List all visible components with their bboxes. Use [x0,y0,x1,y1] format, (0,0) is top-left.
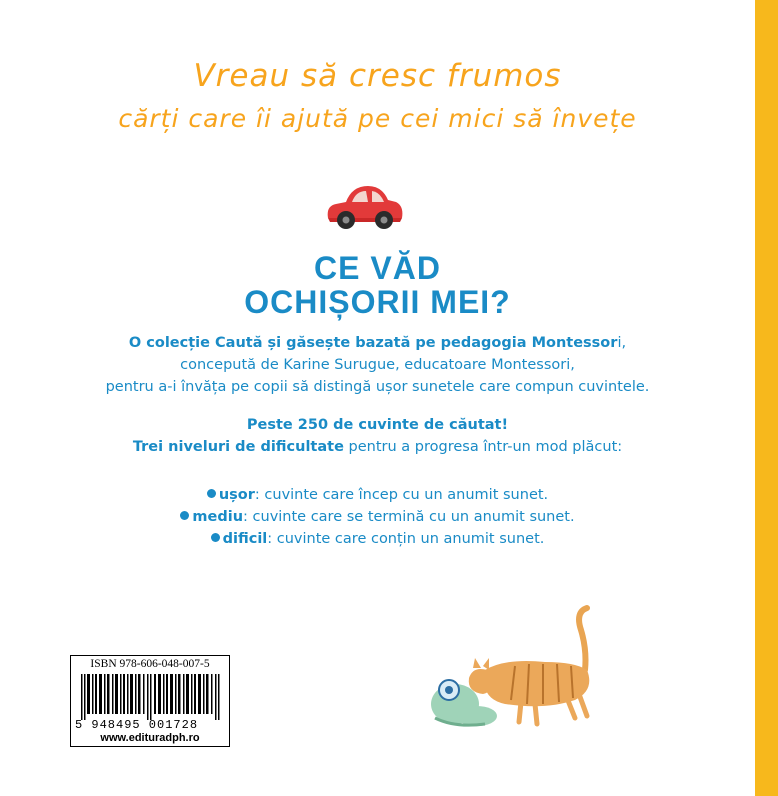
level-name: ușor [218,487,255,503]
words-count: Peste 250 de cuvinte de căutat! [246,417,509,433]
purpose-line: pentru a-i învăța pe copii să distingă ușor sunetele care compun cuvintele. [105,379,650,395]
levels-text: pentru a progresa într-un mod plăcut: [343,439,623,455]
toy-car-illustration [322,178,406,232]
list-item [0,528,755,550]
features-description [0,414,755,458]
levels-highlight: Trei niveluri de dificultate [132,439,344,455]
barcode-label [70,655,230,747]
isbn-text: ISBN 978-606-048-007-5 [90,658,210,670]
collection-description [0,332,755,398]
level-text: : cuvinte care se termină cu un anumit sunet. [243,509,575,525]
bullet-icon [207,489,216,498]
level-name: dificil [222,531,268,547]
website-url: www.edituradph.ro [100,732,200,744]
cat-illustration [425,600,625,750]
level-text: : cuvinte care conțin un anumit sunet. [267,531,545,547]
level-name: mediu [192,509,244,525]
bullet-icon [211,533,220,542]
series-subtitle: cărți care îi ajută pe cei mici să învețe [118,104,637,133]
book-title-line2 [0,284,755,321]
series-title: Vreau să cresc frumos [193,58,562,94]
list-item [0,484,755,506]
level-text: : cuvinte care încep cu un anumit sunet. [254,487,549,503]
question-mark: ? [490,284,511,320]
book-spine [755,0,778,796]
book-title-text: OCHIȘORII MEI [244,284,491,320]
book-title-line1: CE VĂD [314,250,441,286]
barcode-icon [81,674,221,720]
collection-highlight-end: i, [617,335,627,351]
ean-digits: 5 948495 001728 [75,718,199,732]
levels-list [0,484,755,550]
bullet-icon [180,511,189,520]
collection-highlight: O colecție Caută și găsește bazată pe pedagogia Montessor [128,335,618,351]
list-item [0,506,755,528]
author-line: concepută de Karine Surugue, educatoare Montessori, [180,357,575,373]
